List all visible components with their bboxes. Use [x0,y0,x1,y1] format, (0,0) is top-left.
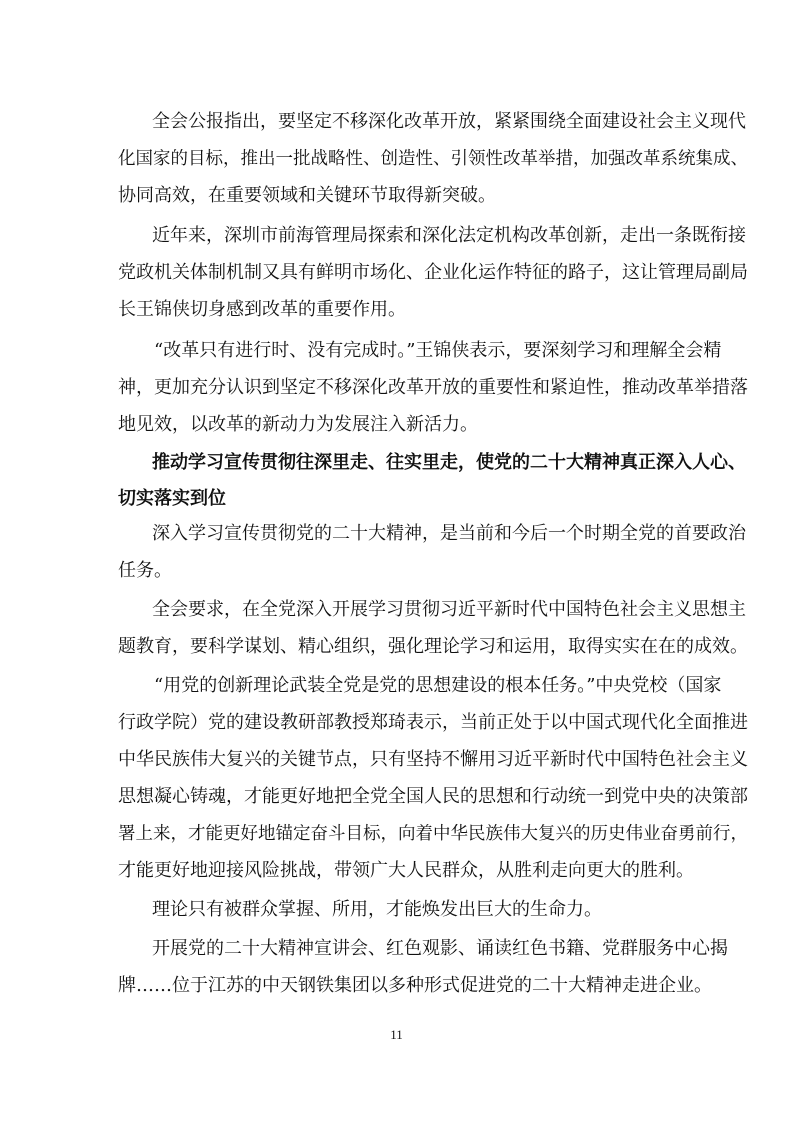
section-heading-line: 切实落实到位 [118,488,226,509]
paragraph-line: 协同高效，在重要领域和关键环节取得新突破。 [118,185,496,206]
paragraph-line: 理论只有被群众掌握、所用，才能焕发出巨大的生命力。 [152,899,602,920]
paragraph-line: 党政机关体制机制又具有鲜明市场化、企业化运作特征的路子，这让管理局副局 [118,262,748,283]
paragraph-line: 全会要求，在全党深入开展学习贯彻习近平新时代中国特色社会主义思想主 [152,599,746,620]
paragraph-line: “用党的创新理论武装全党是党的思想建设的根本任务。”中央党校（国家 [154,675,722,696]
paragraph-line: “改革只有进行时、没有完成时。”王锦侠表示，要深刻学习和理解全会精 [154,340,722,361]
paragraph-line: 长王锦侠切身感到改革的重要作用。 [118,299,406,320]
paragraph-line: 中华民族伟大复兴的关键节点，只有坚持不懈用习近平新时代中国特色社会主义 [118,749,748,770]
paragraph-line: 开展党的二十大精神宣讲会、红色观影、诵读红色书籍、党群服务中心揭 [152,938,728,959]
paragraph-line: 化国家的目标，推出一批战略性、创造性、引领性改革举措，加强改革系统集成、 [118,149,748,169]
paragraph-line: 题教育，要科学谋划、精心组织，强化理论学习和运用，取得实实在在的成效。 [118,636,748,657]
paragraph-line: 行政学院）党的建设教研部教授郑琦表示，当前正处于以中国式现代化全面推进 [118,712,748,733]
paragraph-line: 全会公报指出，要坚定不移深化改革开放，紧紧围绕全面建设社会主义现代 [152,111,746,132]
paragraph-line: 地见效，以改革的新动力为发展注入新活力。 [118,414,478,435]
paragraph-line: 深入学习宣传贯彻党的二十大精神，是当前和今后一个时期全党的首要政治 [152,523,746,544]
paragraph-line: 思想凝心铸魂，才能更好地把全党全国人民的思想和行动统一到党中央的决策部 [118,786,748,807]
paragraph-line: 署上来，才能更好地锚定奋斗目标，向着中华民族伟大复兴的历史伟业奋勇前行， [118,824,748,844]
section-heading-line: 推动学习宣传贯彻往深里走、往实里走，使党的二十大精神真正深入人心、 [152,452,746,473]
paragraph-line: 神，更加充分认识到坚定不移深化改革开放的重要性和紧迫性，推动改革举措落 [118,377,748,398]
paragraph-line: 近年来，深圳市前海管理局探索和深化法定机构改革创新，走出一条既衔接 [152,225,746,246]
paragraph-line: 牌……位于江苏的中天钢铁集团以多种形式促进党的二十大精神走进企业。 [118,975,712,996]
paragraph-line: 才能更好地迎接风险挑战，带领广大人民群众，从胜利走向更大的胜利。 [118,860,694,881]
paragraph-line: 任务。 [118,560,172,581]
page-number: 11 [390,1027,403,1042]
